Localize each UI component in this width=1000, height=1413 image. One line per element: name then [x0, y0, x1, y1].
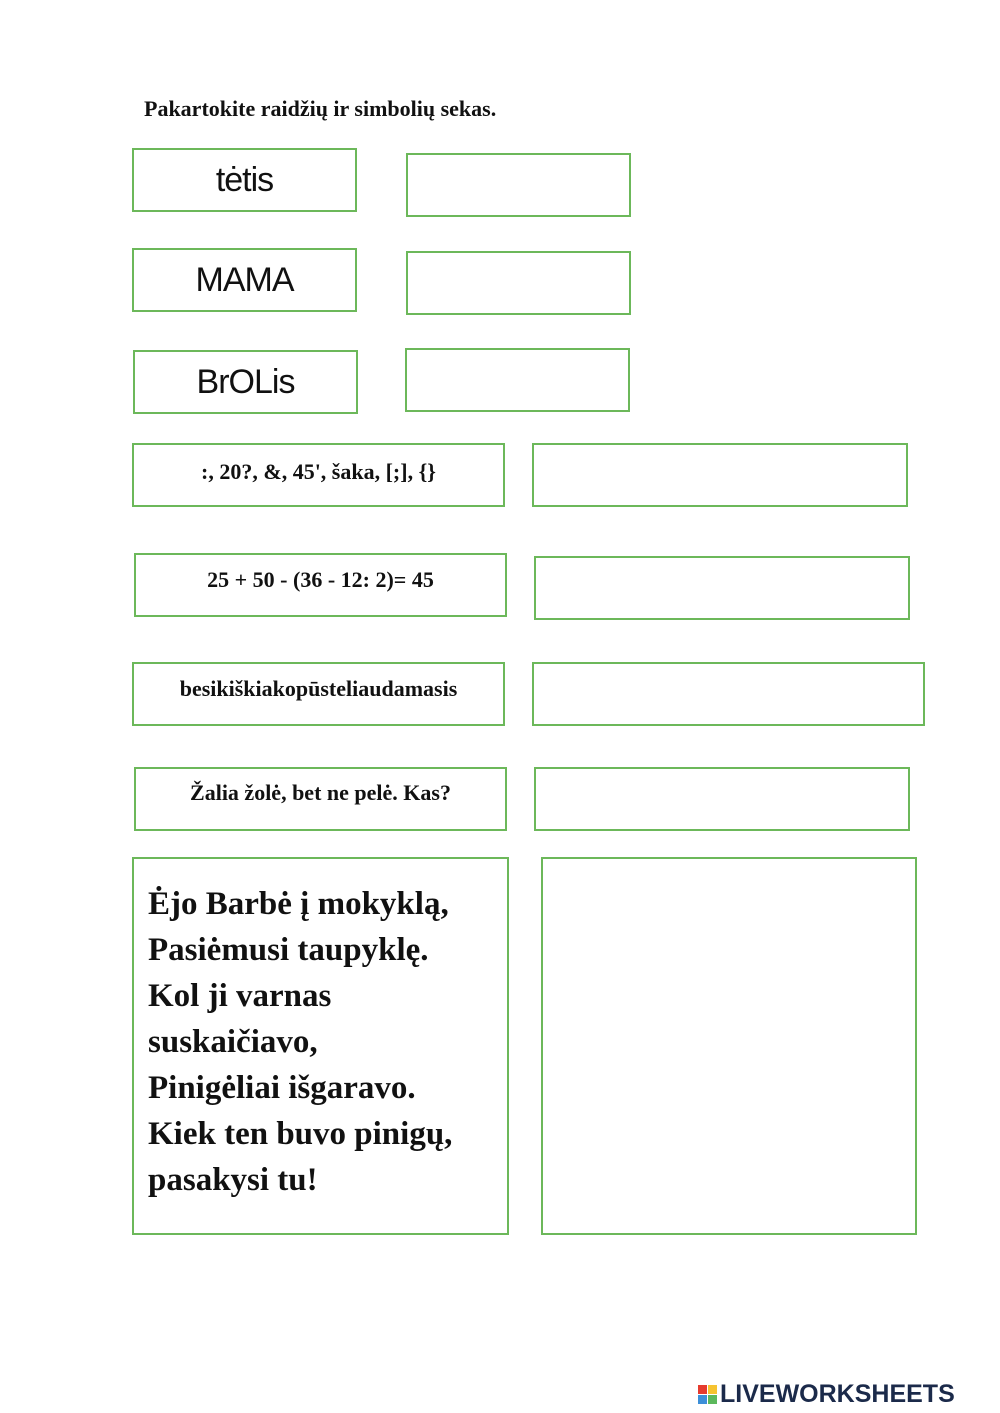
prompt-text-2: MAMA [195, 260, 294, 299]
logo-square-yellow [708, 1385, 717, 1394]
answer-box-8[interactable] [541, 857, 917, 1235]
poem-line: Kiek ten buvo pinigų, [148, 1116, 453, 1152]
answer-input-6[interactable] [534, 664, 923, 724]
poem-line: suskaičiavo, [148, 1024, 318, 1060]
prompt-box-2 [132, 248, 357, 312]
instruction-text: Pakartokite raidžių ir simbolių sekas. [144, 96, 497, 121]
liveworksheets-logo-icon [698, 1385, 717, 1404]
answer-box-6[interactable] [532, 662, 925, 726]
prompt-box-5 [134, 553, 507, 617]
answer-box-4[interactable] [532, 443, 908, 507]
answer-input-4[interactable] [534, 445, 906, 505]
prompt-text-6: besikiškiakopūsteliaudamasis [179, 676, 458, 701]
prompt-text-7: Žalia žolė, bet ne pelė. Kas? [190, 780, 451, 805]
answer-box-1[interactable] [406, 153, 631, 217]
poem-line: Pasiėmusi taupyklę. [148, 932, 429, 968]
prompt-text-1: tėtis [215, 160, 274, 199]
prompt-text-5: 25 + 50 - (36 - 12: 2)= 45 [207, 567, 434, 592]
answer-input-3[interactable] [407, 350, 628, 410]
answer-input-1[interactable] [408, 155, 629, 215]
poem-box [132, 857, 509, 1235]
answer-textarea-8[interactable] [543, 859, 915, 1233]
answer-input-7[interactable] [536, 769, 908, 829]
liveworksheets-logo[interactable] [698, 1380, 955, 1409]
answer-box-7[interactable] [534, 767, 910, 831]
answer-input-5[interactable] [536, 558, 908, 618]
answer-box-5[interactable] [534, 556, 910, 620]
poem-line: Pinigėliai išgaravo. [148, 1070, 416, 1106]
prompt-box-3 [133, 350, 358, 414]
poem-line: pasakysi tu! [148, 1162, 318, 1198]
liveworksheets-logo-text: LIVEWORKSHEETS [720, 1380, 955, 1408]
answer-box-2[interactable] [406, 251, 631, 315]
answer-input-2[interactable] [408, 253, 629, 313]
prompt-box-4 [132, 443, 505, 507]
prompt-box-6 [132, 662, 505, 726]
poem-line: Kol ji varnas [148, 978, 332, 1014]
logo-square-green [708, 1395, 717, 1404]
logo-square-red [698, 1385, 707, 1394]
answer-box-3[interactable] [405, 348, 630, 412]
prompt-box-1 [132, 148, 357, 212]
prompt-box-7 [134, 767, 507, 831]
prompt-text-4: :, 20?, &, 45', šaka, [;], {} [201, 459, 436, 484]
logo-square-blue [698, 1395, 707, 1404]
poem-line: Ėjo Barbė į mokyklą, [148, 886, 449, 922]
prompt-text-3: BrOLis [196, 362, 295, 401]
